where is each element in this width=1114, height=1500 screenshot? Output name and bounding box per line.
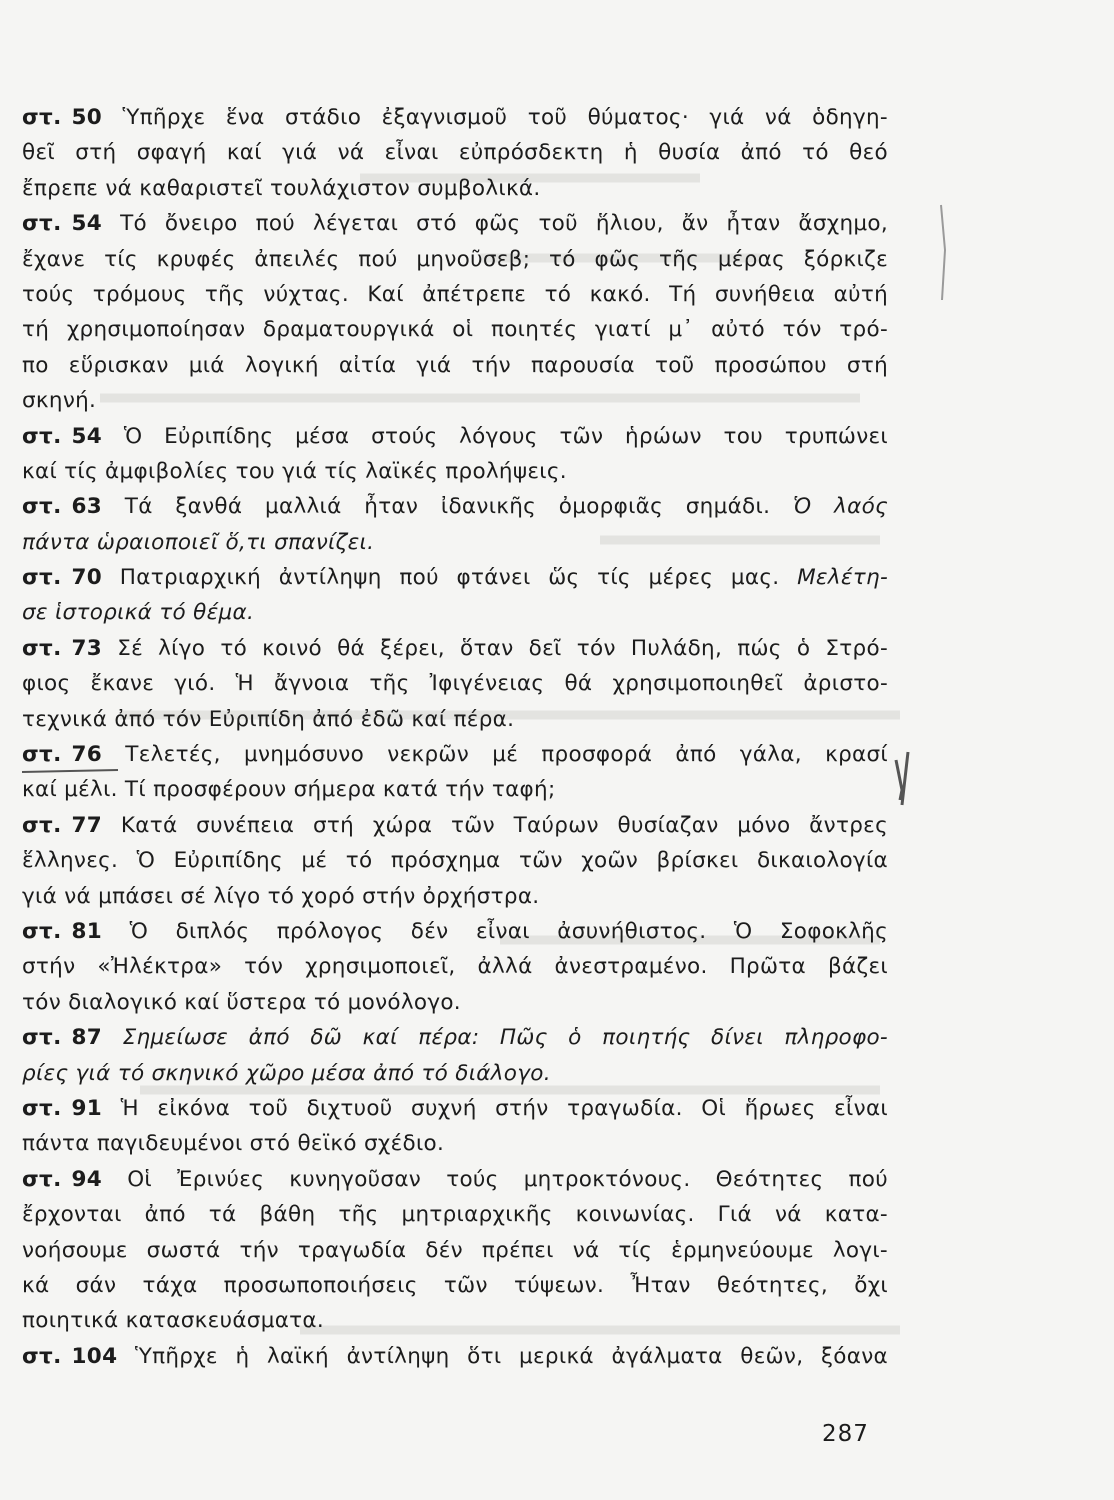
note-text: Σέ λίγο τό κοινό θά ξέρει, ὅταν δεῖ τόν Πυλάδη, πώς ὁ Στρό- xyxy=(117,635,888,661)
note-text: γιά νά μπάσει σέ λίγο τό χορό στήν ὀρχήστρα. xyxy=(22,883,540,909)
note-text: ἕλληνες. Ὁ Εὐριπίδης μέ τό πρόσχημα τῶν χοῶν βρίσκει δικαιολογία xyxy=(22,848,888,874)
note-line xyxy=(22,1126,888,1161)
note-line xyxy=(22,949,888,984)
note-text-italic: Μελέτη- xyxy=(797,565,889,591)
verse-ref-number: 54 xyxy=(71,211,103,237)
note-line xyxy=(22,666,888,701)
verse-ref-number: 63 xyxy=(71,494,103,520)
verse-ref-label: στ. xyxy=(22,1343,62,1369)
note-line-start xyxy=(22,808,888,843)
note-text: καί τίς ἀμφιβολίες του γιά τίς λαϊκές προλήψεις. xyxy=(22,458,567,484)
note-text: θεῖ στή σφαγή καί γιά νά εἶναι εὐπρόσδεκτη ἡ θυσία ἀπό τό θεό xyxy=(22,140,888,166)
note-text-italic: ρίες γιά τό σκηνικό χῶρο μέσα ἀπό τό διάλογο. xyxy=(22,1060,551,1086)
verse-ref-label: στ. xyxy=(22,742,62,768)
note-text: τόν διαλογικό καί ὕστερα τό μονόλογο. xyxy=(22,989,461,1015)
note-text-italic: σε ἱστορικά τό θέμα. xyxy=(22,600,255,626)
note-line-start xyxy=(22,1162,888,1197)
note-text: Τά ξανθά μαλλιά ἦταν ἰδανικῆς ὀμορφιᾶς σημάδι. xyxy=(124,494,793,520)
note-line xyxy=(22,1303,888,1338)
note-line xyxy=(22,348,888,383)
note-line xyxy=(22,843,888,878)
verse-ref-label: στ. xyxy=(22,211,62,237)
verse-ref-number: 50 xyxy=(71,105,103,130)
note-text: ἔρχονται ἀπό τά βάθη τῆς μητριαρχικῆς κοινωνίας. Γιά νά κατα- xyxy=(22,1202,888,1228)
note-line xyxy=(22,879,888,914)
note-line xyxy=(22,525,888,560)
verse-ref-number: 81 xyxy=(71,918,103,944)
verse-ref-label: στ. xyxy=(22,812,62,838)
note-line xyxy=(22,1268,888,1303)
note-text: Ὁ Εὐριπίδης μέσα στούς λόγους τῶν ἡρώων του τρυπώνει xyxy=(123,423,888,449)
note-text: Ὑπῆρχε ἡ λαϊκή ἀντίληψη ὅτι μερικά ἀγάλματα θεῶν, ξόανα xyxy=(134,1343,888,1369)
note-line xyxy=(22,595,888,630)
note-text: Ὑπῆρχε ἕνα στάδιο ἐξαγνισμοῦ τοῦ θύματος· γιά νά ὁδηγη- xyxy=(122,105,888,130)
note-text: ποιητικά κατασκευάσματα. xyxy=(22,1308,325,1334)
notes-text xyxy=(22,100,888,1374)
verse-ref-number: 104 xyxy=(71,1343,118,1369)
note-text-italic: Ὁ λαός xyxy=(792,494,888,520)
note-text: φιος ἔκανε γιό. Ἡ ἄγνοια τῆς Ἰφιγένειας θά χρησιμοποιηθεῖ ἀριστο- xyxy=(22,671,888,697)
verse-ref-number: 77 xyxy=(71,812,103,838)
note-line xyxy=(22,312,888,347)
note-line xyxy=(22,383,888,418)
note-line xyxy=(22,985,888,1020)
verse-ref-number: 91 xyxy=(71,1095,103,1121)
note-text: Τελετές, μνημόσυνο νεκρῶν μέ προσφορά ἀπό γάλα, κρασί xyxy=(125,742,888,768)
note-line-start xyxy=(22,914,888,949)
note-line-start xyxy=(22,1091,888,1126)
verse-ref-number: 70 xyxy=(71,565,103,591)
note-text: κά σάν τάχα προσωποποιήσεις τῶν τύψεων. Ἦταν θεότητες, ὄχι xyxy=(22,1272,888,1298)
page-number: 287 xyxy=(822,1421,869,1447)
pencil-check-mark xyxy=(896,752,908,805)
note-text: πάντα παγιδευμένοι στό θεϊκό σχέδιο. xyxy=(22,1131,445,1157)
note-text: ἔχανε τίς κρυφές ἀπειλές πού μηνοῦσεβ; τό φῶς τῆς μέρας ξόρκιζε xyxy=(22,246,888,272)
verse-ref-number: 94 xyxy=(71,1166,103,1192)
verse-ref-label: στ. xyxy=(22,105,62,130)
note-line-start xyxy=(22,419,888,454)
note-line xyxy=(22,454,888,489)
note-text: στήν «Ἠλέκτρα» τόν χρησιμοποιεῖ, ἀλλά ἀνεστραμένο. Πρῶτα βάζει xyxy=(22,954,888,980)
note-text: ἔπρεπε νά καθαριστεῖ τουλάχιστον συμβολικά. xyxy=(22,175,541,201)
note-line-start xyxy=(22,100,888,135)
note-text: τεχνικά ἀπό τόν Εὐριπίδη ἀπό ἐδῶ καί πέρα. xyxy=(22,706,515,732)
note-line xyxy=(22,702,888,737)
note-line xyxy=(22,772,888,807)
note-text: σκηνή. xyxy=(22,388,97,414)
note-line-start xyxy=(22,489,888,524)
note-text: καί μέλι. Τί προσφέρουν σήμερα κατά τήν ταφή; xyxy=(22,777,556,803)
note-text: τή χρησιμοποίησαν δραματουργικά οἱ ποιητές γιατί μ᾽ αὐτό τόν τρό- xyxy=(22,317,888,343)
pencil-mark xyxy=(941,205,945,300)
note-text: πο εὕρισκαν μιά λογική αἰτία γιά τήν παρουσία τοῦ προσώπου στή xyxy=(22,352,888,378)
note-line xyxy=(22,171,888,206)
note-text: Τό ὄνειρο πού λέγεται στό φῶς τοῦ ἥλιου, ἄν ἦταν ἄσχημο, xyxy=(120,211,888,237)
note-text: Ἡ εἰκόνα τοῦ διχτυοῦ συχνή στήν τραγωδία. Οἱ ἥρωες εἶναι xyxy=(120,1095,888,1121)
verse-ref-label: στ. xyxy=(22,423,62,449)
note-text: νοήσουμε σωστά τήν τραγωδία δέν πρέπει νά τίς ἑρμηνεύουμε λογι- xyxy=(22,1237,888,1263)
note-line-start xyxy=(22,1020,888,1055)
verse-ref-label: στ. xyxy=(22,565,62,591)
note-line-start xyxy=(22,737,888,772)
verse-ref-number: 54 xyxy=(71,423,103,449)
note-line-start xyxy=(22,631,888,666)
note-text: Πατριαρχική ἀντίληψη πού φτάνει ὥς τίς μέρες μας. xyxy=(119,565,798,591)
note-line xyxy=(22,1233,888,1268)
note-text-italic: πάντα ὡραιοποιεῖ ὅ,τι σπανίζει. xyxy=(22,529,375,555)
verse-ref-label: στ. xyxy=(22,918,62,944)
verse-ref-label: στ. xyxy=(22,1095,62,1121)
note-text: Ὁ διπλός πρόλογος δέν εἶναι ἀσυνήθιστος. Ὁ Σοφοκλῆς xyxy=(129,918,889,944)
note-line xyxy=(22,135,888,170)
verse-ref-label: στ. xyxy=(22,494,62,520)
note-line xyxy=(22,1197,888,1232)
note-text-italic: Σημείωσε ἀπό δῶ καί πέρα: Πῶς ὁ ποιητής δίνει πληροφο- xyxy=(122,1025,888,1051)
verse-ref-number: 87 xyxy=(71,1025,103,1051)
verse-ref-number: 73 xyxy=(71,635,103,661)
verse-ref-label: στ. xyxy=(22,1166,62,1192)
verse-ref-label: στ. xyxy=(22,635,62,661)
note-text: Κατά συνέπεια στή χώρα τῶν Ταύρων θυσίαζαν μόνο ἄντρες xyxy=(120,812,888,838)
note-text: τούς τρόμους τῆς νύχτας. Καί ἀπέτρεπε τό κακό. Τή συνήθεια αὐτή xyxy=(22,281,888,307)
note-line-start xyxy=(22,206,888,241)
note-line-start xyxy=(22,1339,888,1374)
note-line-start xyxy=(22,560,888,595)
note-line xyxy=(22,242,888,277)
verse-ref-number: 76 xyxy=(71,742,103,768)
verse-ref-label: στ. xyxy=(22,1025,62,1051)
note-text: Οἱ Ἐρινύες κυνηγοῦσαν τούς μητροκτόνους. Θεότητες πού xyxy=(127,1166,888,1192)
note-line xyxy=(22,277,888,312)
note-line xyxy=(22,1056,888,1091)
